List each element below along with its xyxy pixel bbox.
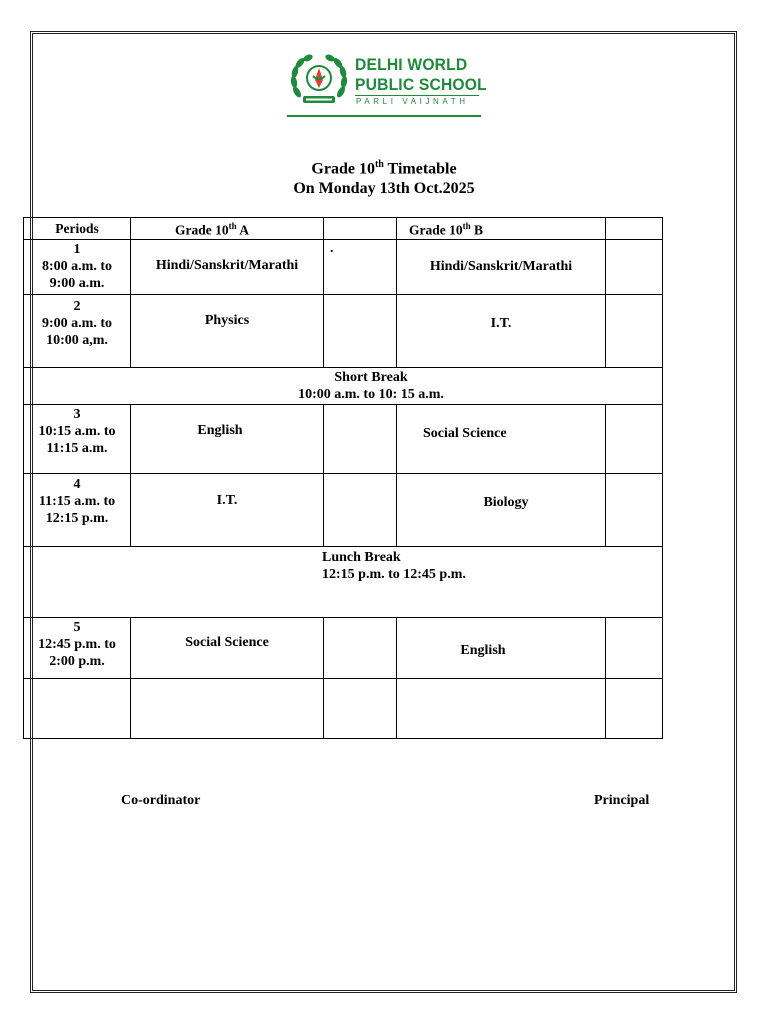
blank-cell <box>606 404 663 473</box>
blank-cell <box>606 239 663 294</box>
period-cell-1: 1 8:00 a.m. to 9:00 a.m. <box>24 239 131 294</box>
table-row-period-5 <box>24 617 663 678</box>
logo-underline <box>287 115 481 117</box>
table-row-short-break <box>24 367 663 404</box>
blank-cell <box>324 294 397 367</box>
short-break-cell: Short Break 10:00 a.m. to 10: 15 a.m. <box>24 367 663 404</box>
header-periods: Periods <box>24 218 131 240</box>
table-row-period-3 <box>24 404 663 473</box>
table-row-period-2 <box>24 294 663 367</box>
period-cell-2: 2 9:00 a.m. to 10:00 a,m. <box>24 294 131 367</box>
grade-b-subject-5: English <box>397 617 606 678</box>
logo-divider <box>355 95 479 96</box>
grade-a-subject-1: Hindi/Sanskrit/Marathi <box>131 239 324 294</box>
grade-a-subject-5: Social Science <box>131 617 324 678</box>
grade-a-subject-4: I.T. <box>131 473 324 546</box>
grade-b-subject-4: Biology <box>397 473 606 546</box>
table-header-row <box>24 218 663 240</box>
header-grade-a: Grade 10th A <box>131 218 324 240</box>
school-location: PARLI VAIJNATH <box>356 97 469 106</box>
school-emblem-icon <box>287 52 351 108</box>
principal-signature: Principal <box>594 793 650 808</box>
header-grade-b: Grade 10th B <box>397 218 606 240</box>
blank-cell <box>24 678 131 738</box>
coordinator-signature: Co-ordinator <box>121 793 201 808</box>
grade-a-subject-3: English <box>131 404 324 473</box>
grade-b-subject-1: Hindi/Sanskrit/Marathi <box>397 239 606 294</box>
header-blank-1 <box>324 218 397 240</box>
blank-cell <box>397 678 606 738</box>
blank-cell <box>324 678 397 738</box>
grade-b-subject-3: Social Science <box>397 404 606 473</box>
blank-cell <box>606 473 663 546</box>
period-cell-5: 5 12:45 p.m. to 2:00 p.m. <box>24 617 131 678</box>
header-blank-2 <box>606 218 663 240</box>
blank-cell <box>324 617 397 678</box>
grade-a-subject-2: Physics <box>131 294 324 367</box>
school-logo <box>287 52 487 120</box>
period-cell-4: 4 11:15 a.m. to 12:15 p.m. <box>24 473 131 546</box>
lunch-break-cell: Lunch Break 12:15 p.m. to 12:45 p.m. <box>24 546 663 617</box>
blank-cell <box>324 473 397 546</box>
blank-cell <box>324 404 397 473</box>
table-row-period-4 <box>24 473 663 546</box>
timetable <box>23 217 663 739</box>
grade-b-subject-2: I.T. <box>397 294 606 367</box>
blank-cell <box>606 294 663 367</box>
blank-cell: . <box>324 239 397 294</box>
blank-cell <box>606 617 663 678</box>
page-title: Grade 10th Timetable <box>311 159 457 178</box>
table-row-empty <box>24 678 663 738</box>
table-row-lunch-break <box>24 546 663 617</box>
table-row-period-1 <box>24 239 663 294</box>
blank-cell <box>606 678 663 738</box>
period-cell-3: 3 10:15 a.m. to 11:15 a.m. <box>24 404 131 473</box>
school-name: DELHI WORLD PUBLIC SCHOOL <box>355 55 487 94</box>
blank-cell <box>131 678 324 738</box>
page-subtitle: On Monday 13th Oct.2025 <box>293 180 475 197</box>
